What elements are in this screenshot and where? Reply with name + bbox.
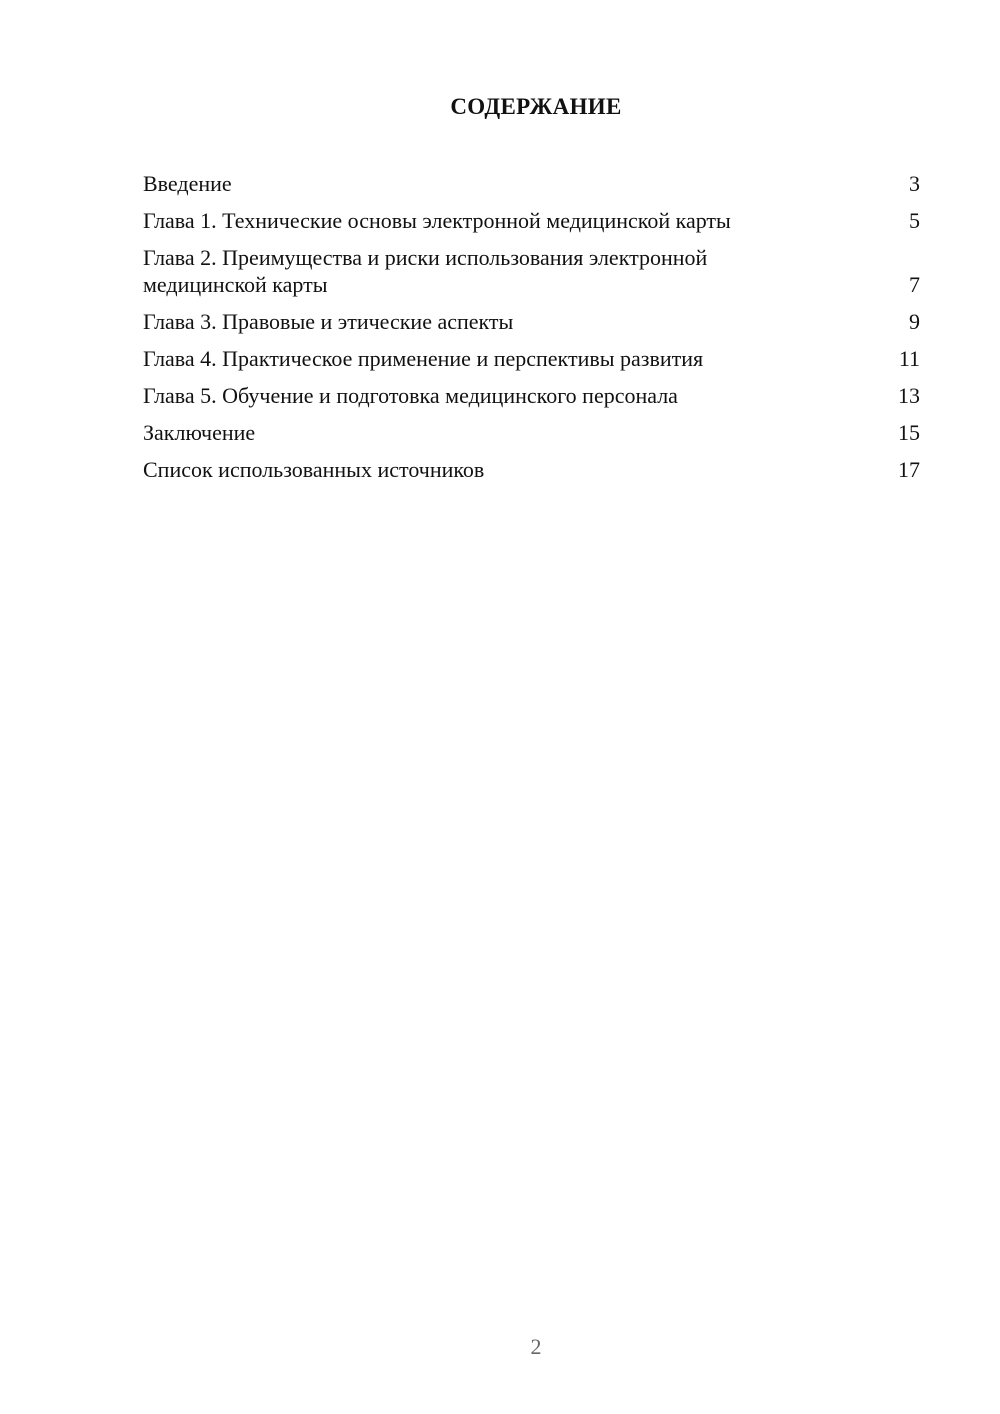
toc-item-label: Глава 2. Преимущества и риски использования электронной медицинской карты <box>143 245 708 297</box>
toc-item-page: 5 <box>909 208 920 233</box>
page-number: 2 <box>530 1334 542 1359</box>
toc-item-label: Список использованных источников <box>143 457 485 482</box>
toc-item-label: Введение <box>143 171 232 196</box>
toc-item-page: 11 <box>898 346 920 371</box>
toc-item-chapter-2[interactable] <box>143 244 920 298</box>
toc-item-page: 15 <box>898 420 920 445</box>
toc-item-references[interactable] <box>143 456 920 483</box>
toc-item-page: 9 <box>909 309 920 334</box>
toc-item-introduction[interactable] <box>143 170 920 197</box>
toc-item-page: 3 <box>909 171 920 196</box>
page-title: СОДЕРЖАНИЕ <box>450 94 622 119</box>
toc-item-chapter-4[interactable] <box>143 345 920 372</box>
toc-item-label: Глава 4. Практическое применение и перспективы развития <box>143 346 704 371</box>
toc-item-conclusion[interactable] <box>143 419 920 446</box>
toc-item-label: Глава 5. Обучение и подготовка медицинского персонала <box>143 383 678 408</box>
toc-item-page: 17 <box>898 457 920 482</box>
table-of-contents <box>143 170 920 493</box>
toc-item-chapter-3[interactable] <box>143 308 920 335</box>
toc-item-page: 13 <box>898 383 920 408</box>
toc-item-label: Заключение <box>143 420 256 445</box>
toc-item-label: Глава 3. Правовые и этические аспекты <box>143 309 514 334</box>
toc-item-page: 7 <box>909 272 920 297</box>
toc-item-label: Глава 1. Технические основы электронной медицинской карты <box>143 208 731 233</box>
toc-item-chapter-5[interactable] <box>143 382 920 409</box>
toc-item-chapter-1[interactable] <box>143 207 920 234</box>
